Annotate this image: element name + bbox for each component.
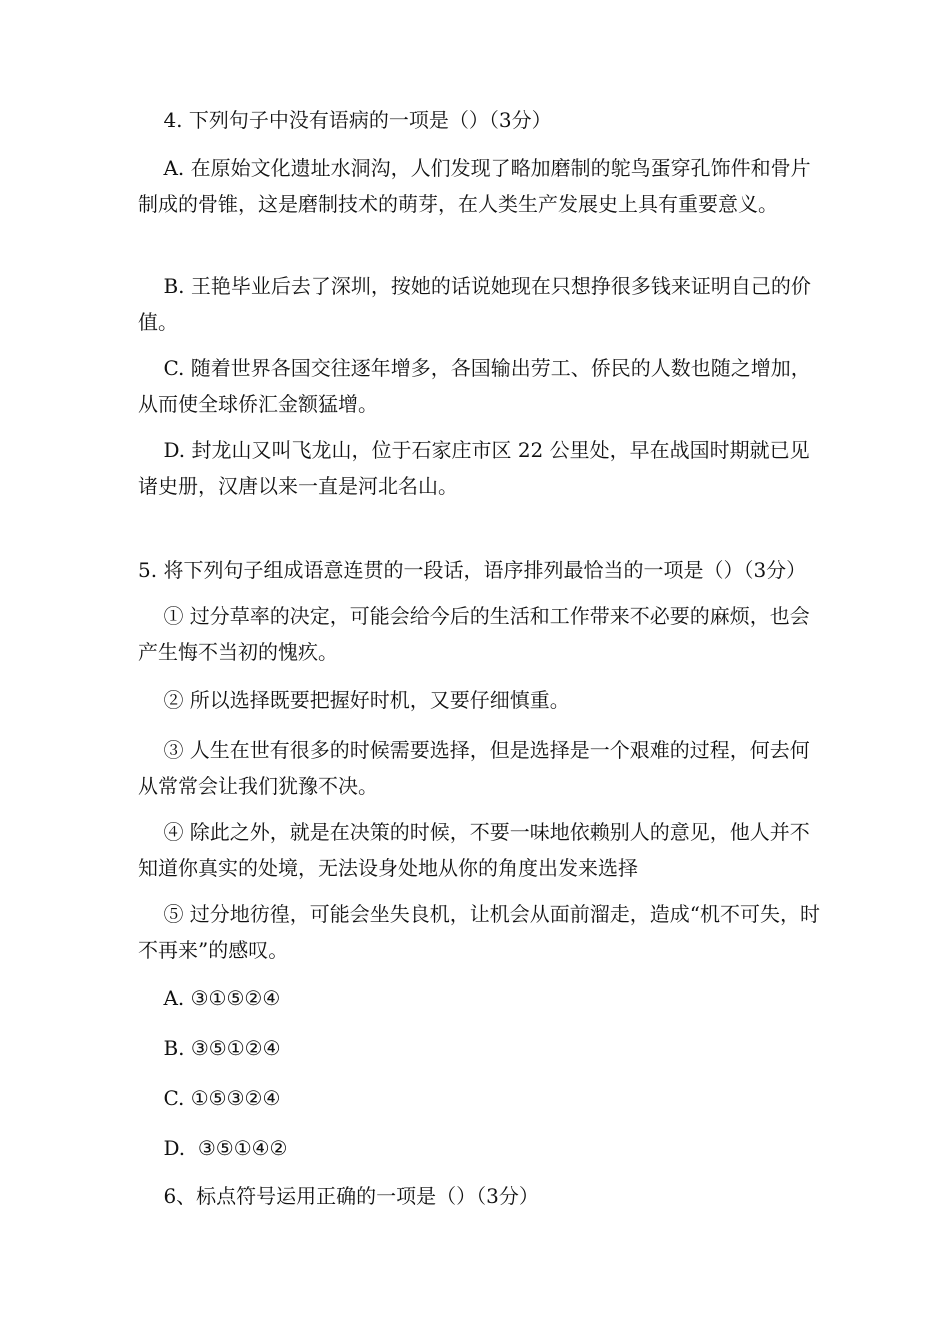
q5-stem: 5. 将下列句子组成语意连贯的一段话，语序排列最恰当的一项是（）（3分） (138, 558, 807, 582)
q5-option-b: B. ③⑤①②④ (163, 1036, 281, 1060)
q5-option-d: D. ③⑤①④② (163, 1136, 288, 1160)
q5-sentence-3: ③ 人生在世有很多的时候需要选择，但是选择是一个艰难的过程，何去何从常常会让我们犹豫不决。 (138, 738, 810, 798)
q4-option-c: C. 随着世界各国交往逐年增多，各国输出劳工、侨民的人数也随之增加，从而使全球侨汇金额猛增。 (138, 356, 811, 416)
q5-option-c: C. ①⑤③②④ (163, 1086, 281, 1110)
q4-option-d: D. 封龙山又叫飞龙山，位于石家庄市区 22 公里处，早在战国时期就已见诸史册，汉唐以来一直是河北名山。 (138, 438, 810, 498)
q5-sentence-4: ④ 除此之外，就是在决策的时候，不要一味地依赖别人的意见，他人并不知道你真实的处境，无法设身处地从你的角度出发来选择 (138, 820, 810, 880)
q5-sentence-2: ② 所以选择既要把握好时机，又要仔细慎重。 (163, 688, 570, 712)
q6-stem: 6、标点符号运用正确的一项是（）（3分） (163, 1184, 539, 1208)
q5-sentence-1: ① 过分草率的决定，可能会给今后的生活和工作带来不必要的麻烦，也会产生悔不当初的愧疚。 (138, 604, 810, 664)
q4-option-b: B. 王艳毕业后去了深圳，按她的话说她现在只想挣很多钱来证明自己的价值。 (138, 274, 811, 334)
q5-option-a: A. ③①⑤②④ (163, 986, 281, 1010)
q4-option-a: A. 在原始文化遗址水洞沟，人们发现了略加磨制的鸵鸟蛋穿孔饰件和骨片制成的骨锥，这是磨制技术的萌芽，在人类生产发展史上具有重要意义。 (138, 156, 811, 216)
q4-stem: 4. 下列句子中没有语病的一项是（）（3分） (163, 108, 552, 132)
q5-sentence-5: ⑤ 过分地彷徨，可能会坐失良机，让机会从面前溜走，造成“机不可失，时不再来”的感叹。 (138, 902, 821, 962)
